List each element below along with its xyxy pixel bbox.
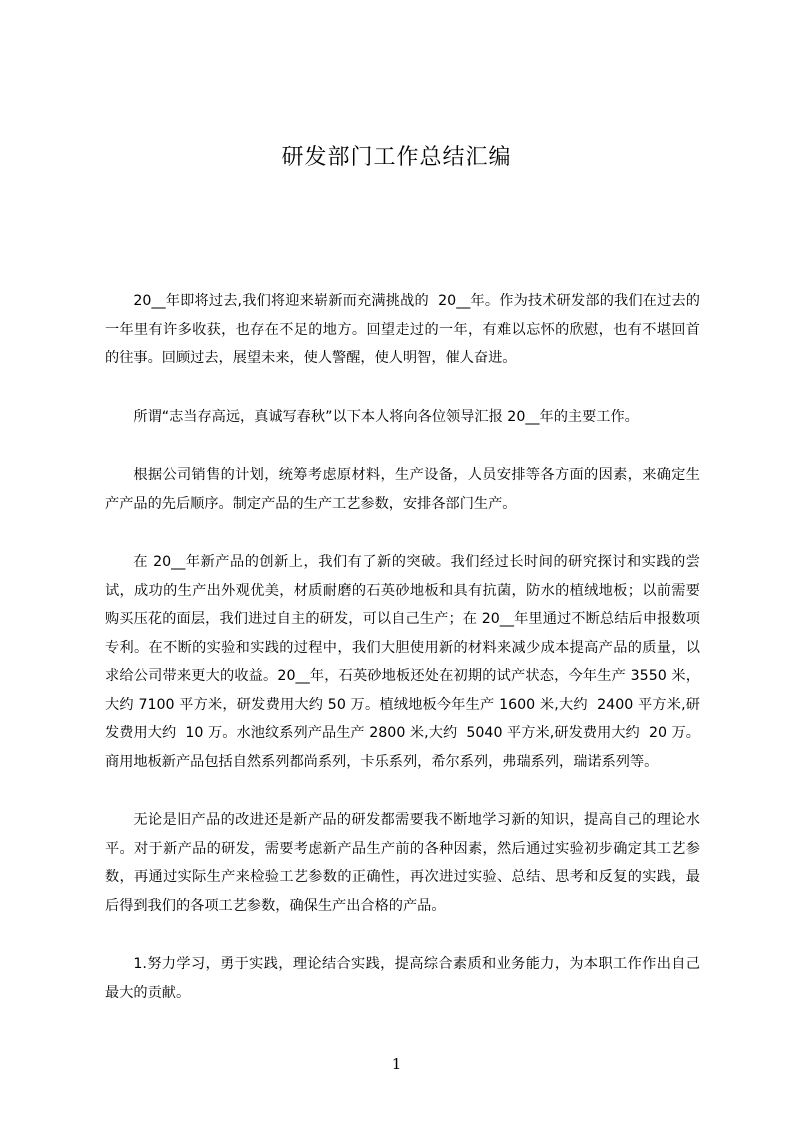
document-body [105, 287, 700, 1037]
paragraph-report-intro: 所谓“志当存高远，真诚写春秋”以下本人将向各位领导汇报 20__年的主要工作。 [133, 408, 639, 425]
paragraph-intro: 20__年即将过去,我们将迎来崭新而充满挑战的 20__年。作为技术研发部的我们在过去的一年里有许多收获，也存在不足的地方。回望走过的一年，有难以忘怀的欣慰，也有不堪回首的往事。回顾过去，展望未来，使人警醒，使人明智，催人奋进。 [105, 293, 700, 366]
list-item-1: 1.努力学习，勇于实践，理论结合实践，提高综合素质和业务能力，为本职工作作出自己最大的贡献。 [105, 956, 700, 1001]
page-number: 1 [391, 1055, 402, 1073]
document-title: 研发部门工作总结汇编 [281, 145, 512, 170]
paragraph-learning: 无论是旧产品的改进还是新产品的研发都需要我不断地学习新的知识，提高自己的理论水平。对于新产品的研发，需要考虑新产品生产前的各种因素，然后通过实验初步确定其工艺参数，再通过实际生产来检验工艺参数的正确性，再次进过实验、总结、思考和反复的实践，最后得到我们的各项工艺参数，确保生产出合格的产品。 [105, 812, 700, 914]
paragraph-production-planning: 根据公司销售的计划，统筹考虑原材料，生产设备，人员安排等各方面的因素，来确定生产产品的先后顺序。制定产品的生产工艺参数，安排各部门生产。 [105, 467, 700, 512]
paragraph-new-products: 在 20__年新产品的创新上，我们有了新的突破。我们经过长时间的研究探讨和实践的尝试，成功的生产出外观优美，材质耐磨的石英砂地板和具有抗菌，防水的植绒地板；以前需要购买压花的面层，我们进过自主的研发，可以自己生产；在 20__年里通过不断总结后申报数项专利。在不断的实验和实践的过程中，我们大胆使用新的材料来减少成本提高产品的质量，以求给公司带来更大的收益。20__年，石英砂地板还处在初期的试产状态，今年生产 3550 米，大约 7100 平方米，研发费用大约 50 万。植绒地板今年生产 1600 米,大约 2400 平方米,研发费用大约 10 万。水池纹系列产品生产 2800 米,大约 5040 平方米,研发费用大约 20 万。商用地板新产品包括自然系列都尚系列，卡乐系列，希尔系列，弗瑞系列，瑞诺系列等。 [105, 554, 700, 770]
